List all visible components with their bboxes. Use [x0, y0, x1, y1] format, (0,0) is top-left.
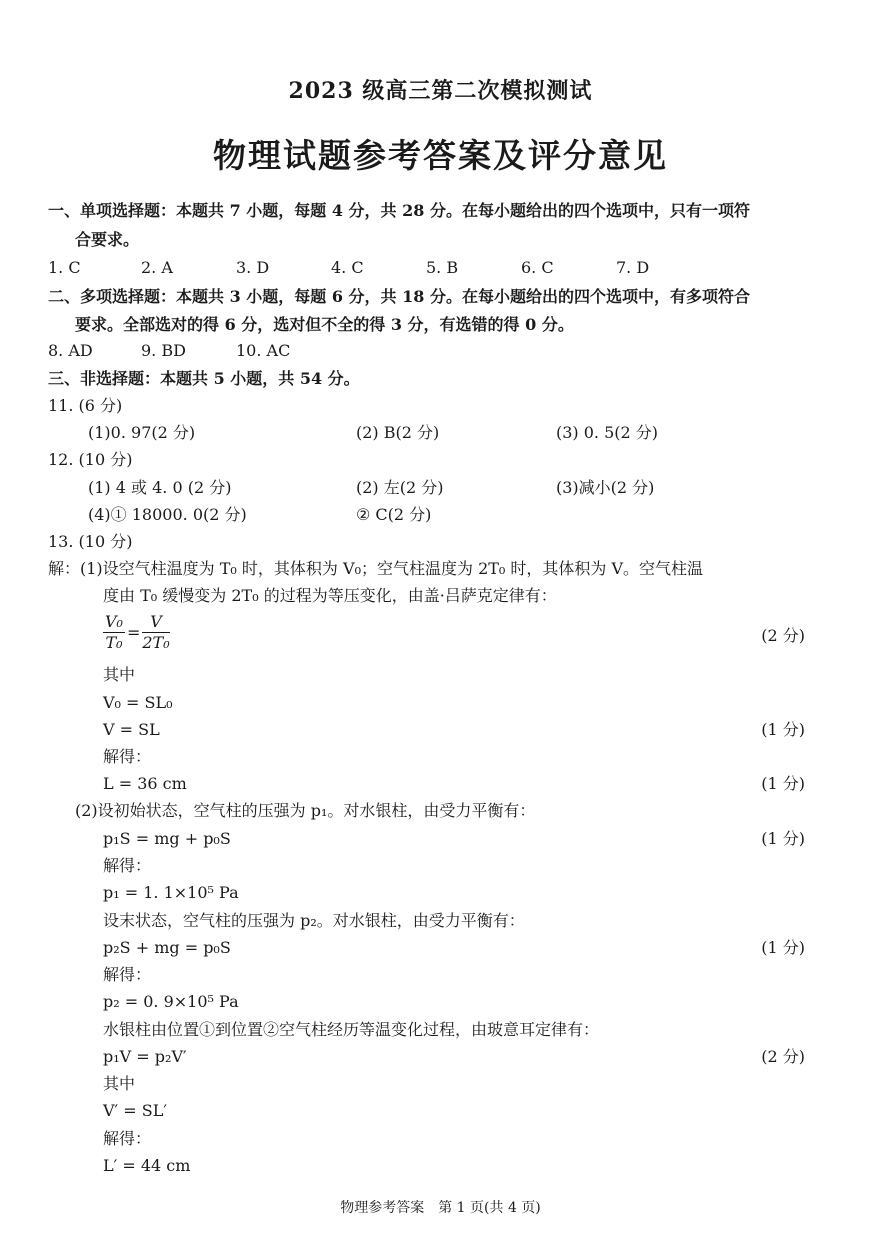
fraction-numerator: V₀ — [105, 612, 123, 631]
step-label: 解得： — [103, 747, 152, 766]
step-text: 水银柱由位置①到位置②空气柱经历等温变化过程，由玻意耳定律有： — [103, 1020, 600, 1039]
q12-answer-3: (3)减小(2 分) — [556, 478, 655, 497]
score-mark: (2 分) — [761, 1047, 805, 1066]
section1-heading: 一、单项选择题：本题共 7 小题，每题 4 分，共 28 分。在每小题给出的四个选项中，只有一项符 — [48, 201, 750, 220]
section3-heading: 三、非选择题：本题共 5 小题，共 54 分。 — [48, 369, 360, 388]
q12-answer-5: ② C(2 分) — [356, 505, 432, 524]
step-label: 解得： — [103, 856, 152, 875]
q11-answer-3: (3) 0. 5(2 分) — [556, 423, 659, 442]
equation: L = 36 cm — [103, 774, 187, 793]
score-mark: (1 分) — [761, 938, 805, 957]
document-title: 物理试题参考答案及评分意见 — [213, 136, 668, 175]
q13-part1-intro-cont: 度由 T₀ 缓慢变为 2T₀ 的过程为等压变化，由盖·吕萨克定律有： — [103, 586, 557, 605]
equation: V₀ = SL₀ — [103, 693, 173, 712]
answer-9: 9. BD — [141, 341, 186, 360]
answer-3: 3. D — [236, 258, 270, 277]
q11-answer-1: (1)0. 97(2 分) — [88, 423, 196, 442]
fraction-denominator: T₀ — [105, 633, 123, 652]
answer-8: 8. AD — [48, 341, 93, 360]
section1-heading-cont: 合要求。 — [75, 230, 140, 249]
gay-lussac-equation: $\frac{\text{V₀}}{\text{T₀}}$ = $\frac{V}{\text{2T₀}}$ — [105, 612, 170, 652]
answer-10: 10. AC — [236, 341, 291, 360]
step-label: 解得： — [103, 1129, 152, 1148]
q11-answer-2: (2) B(2 分) — [356, 423, 440, 442]
equation: V = SL — [103, 720, 160, 739]
equation: p₂ = 0. 9×10⁵ Pa — [103, 992, 239, 1011]
answer-7: 7. D — [616, 258, 650, 277]
page-footer: 物理参考答案 第 1 页(共 4 页) — [340, 1200, 541, 1216]
step-label: 其中 — [103, 1074, 136, 1093]
fraction-denominator: 2T₀ — [142, 633, 170, 652]
score-mark: (2 分) — [761, 626, 805, 645]
q12-label: 12. (10 分) — [48, 450, 133, 469]
section2-heading: 二、多项选择题：本题共 3 小题，每题 6 分，共 18 分。在每小题给出的四个选项中，有多项符合 — [48, 287, 750, 306]
score-mark: (1 分) — [761, 829, 805, 848]
q11-label: 11. (6 分) — [48, 396, 123, 415]
section2-heading-cont: 要求。全部选对的得 6 分，选对但不全的得 3 分，有选错的得 0 分。 — [75, 315, 574, 334]
q13-part1-intro: 解：(1)设空气柱温度为 T₀ 时，其体积为 V₀；空气柱温度为 2T₀ 时，其体积为 V。空气柱温 — [48, 559, 704, 578]
step-text: 设末状态，空气柱的压强为 p₂。对水银柱，由受力平衡有： — [103, 911, 525, 930]
exam-title: 2023 级高三第二次模拟测试 — [288, 78, 593, 104]
equation: p₂S + mg = p₀S — [103, 938, 231, 957]
q12-answer-4: (4)① 18000. 0(2 分) — [88, 505, 247, 524]
score-mark: (1 分) — [761, 774, 805, 793]
answer-2: 2. A — [141, 258, 173, 277]
q12-answer-1: (1) 4 或 4. 0 (2 分) — [88, 478, 232, 497]
step-label: 解得： — [103, 965, 152, 984]
score-mark: (1 分) — [761, 720, 805, 739]
equation: V′ = SL′ — [103, 1101, 167, 1120]
answer-6: 6. C — [521, 258, 554, 277]
equation: L′ = 44 cm — [103, 1156, 191, 1175]
equation: p₁S = mg + p₀S — [103, 829, 231, 848]
answer-5: 5. B — [426, 258, 459, 277]
q13-part2-intro: (2)设初始状态，空气柱的压强为 p₁。对水银柱，由受力平衡有： — [75, 801, 536, 820]
answer-4: 4. C — [331, 258, 364, 277]
answer-1: 1. C — [48, 258, 81, 277]
equation: p₁ = 1. 1×10⁵ Pa — [103, 883, 239, 902]
equation: p₁V = p₂V′ — [103, 1047, 187, 1066]
step-label: 其中 — [103, 665, 136, 684]
q12-answer-2: (2) 左(2 分) — [356, 478, 444, 497]
fraction-numerator: V — [142, 612, 169, 633]
q13-label: 13. (10 分) — [48, 532, 133, 551]
